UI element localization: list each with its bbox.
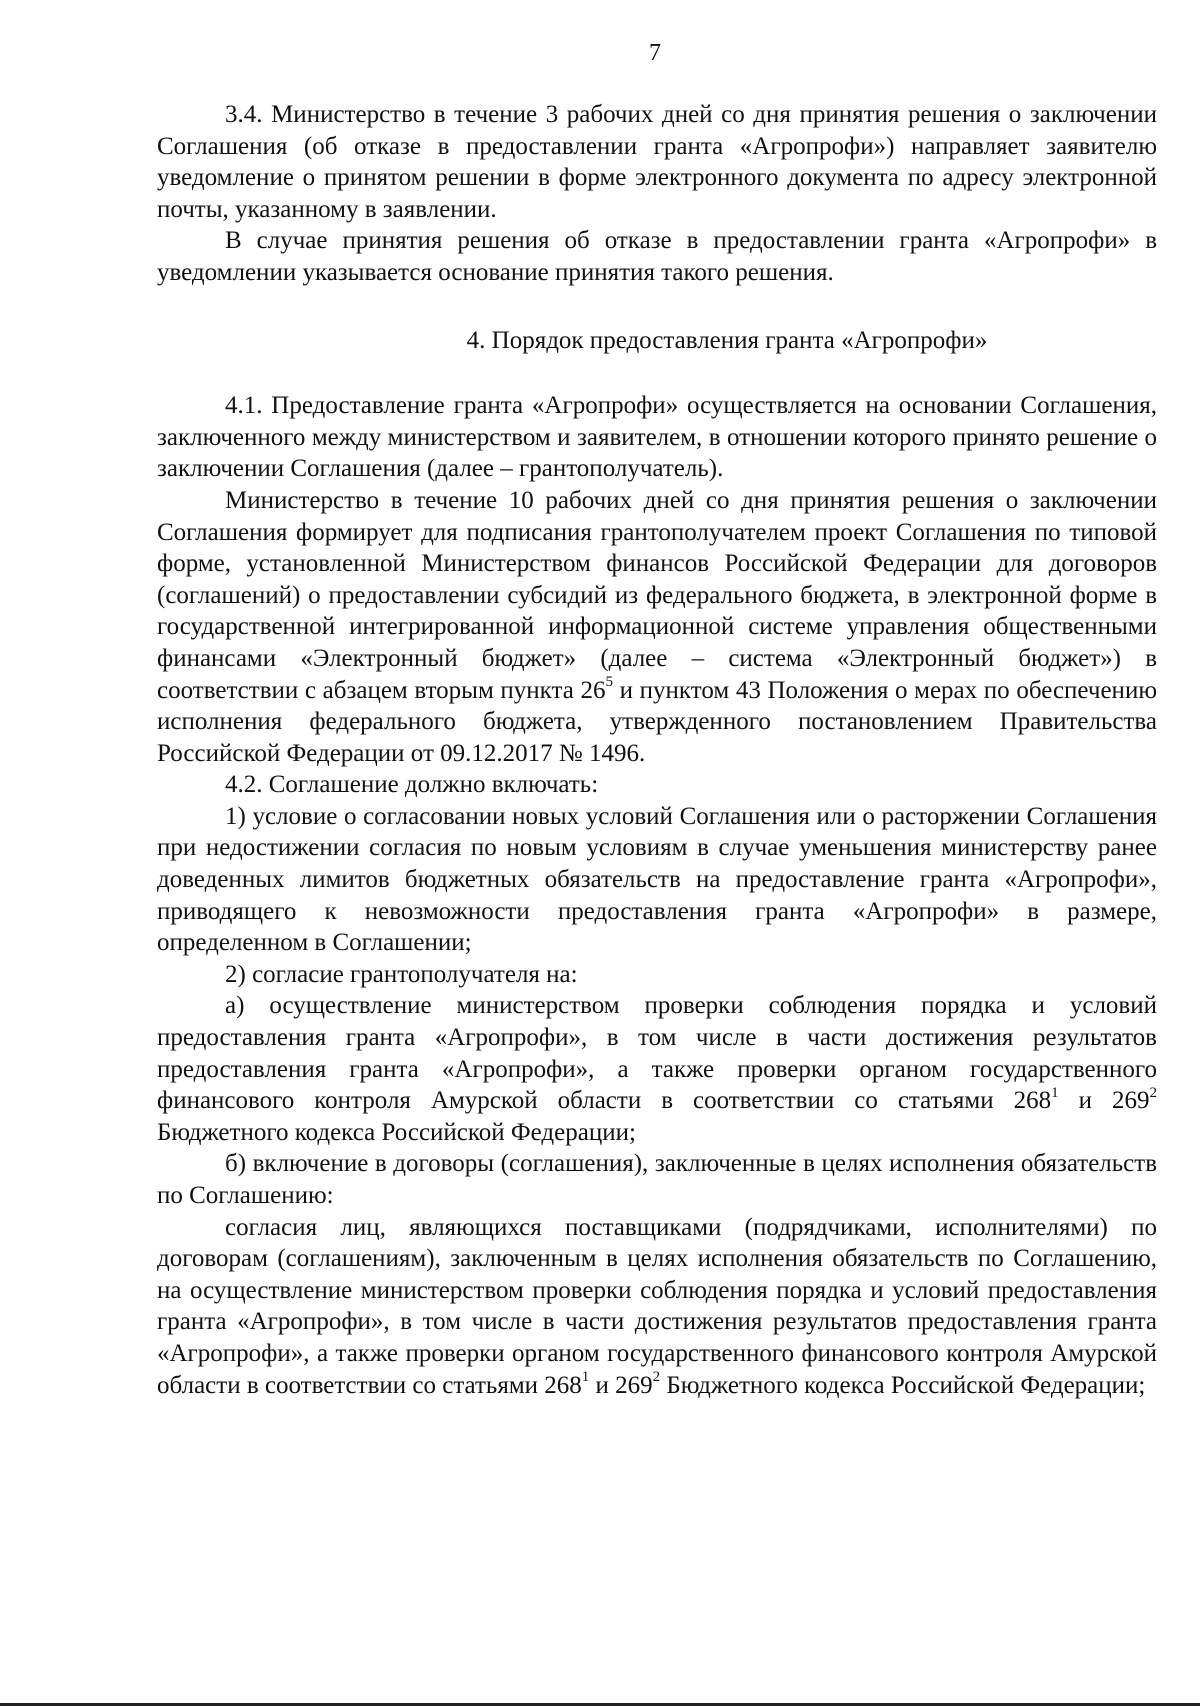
superscript: 1 xyxy=(1051,1084,1059,1101)
paragraph-text: а) осуществление министерством проверки соблюдения порядка и условий предоставления гранта «Агропрофи», в том числе в части достижения результатов предоставления гранта «Агропрофи», а также проверки органом государственного финансового контроля Амурской области в соответствии со статьями 268 xyxy=(157,992,1157,1115)
paragraph-item-2: 2) согласие грантополучателя на: xyxy=(225,960,578,988)
paragraph-text: и 269 xyxy=(589,1371,653,1399)
paragraph-ministry-draft xyxy=(157,485,1157,769)
superscript: 5 xyxy=(605,674,613,691)
paragraph-supplier-consent xyxy=(157,1212,1157,1402)
paragraph-4-2: 4.2. Соглашение должно включать: xyxy=(225,771,599,799)
paragraph-3-4: 3.4. Министерство в течение 3 рабочих дней со дня принятия решения о заключении Соглашения (об отказе в предоставлении гранта «Агропрофи») направляет заявителю уведомление о принятом решении в форме электронного документа по адресу электронной почты, указанному в заявлении. xyxy=(157,101,1157,223)
paragraph-text: согласия лиц, являющихся поставщиками (подрядчиками, исполнителями) по договорам (соглашениям), заключенным в целях исполнения обязательств по Соглашению, на осуществление министерством проверки соблюдения порядка и условий предоставления гранта «Агропрофи», в том числе в части достижения результатов предоставления гранта «Агропрофи», а также проверки органом государственного финансового контроля Амурской области в соответствии со статьями 268 xyxy=(157,1213,1157,1399)
paragraph-item-a xyxy=(157,990,1157,1148)
paragraph-4-1: 4.1. Предоставление гранта «Агропрофи» осуществляется на основании Соглашения, заключенного между министерством и заявителем, в отношении которого принято решение о заключении Соглашения (далее – грантополучатель). xyxy=(157,392,1157,483)
paragraph-item-b: б) включение в договоры (соглашения), заключенные в целях исполнения обязательств по Соглашению: xyxy=(157,1150,1157,1209)
paragraph-refusal-notice: В случае принятия решения об отказе в предоставлении гранта «Агропрофи» в уведомлении указывается основание принятия такого решения. xyxy=(157,227,1157,286)
paragraph-text: Бюджетного кодекса Российской Федерации; xyxy=(157,1118,636,1146)
document-body xyxy=(157,99,1157,1401)
paragraph-text: и пунктом 43 Положения о мерах по обеспечению исполнения федерального бюджета, утвержденного постановлением Правительства Российской Федерации от 09.12.2017 № 1496. xyxy=(157,676,1157,767)
paragraph-text: Бюджетного кодекса Российской Федерации; xyxy=(660,1371,1146,1399)
section-heading: 4. Порядок предоставления гранта «Агропрофи» xyxy=(466,326,988,354)
paragraph-text: Министерство в течение 10 рабочих дней со дня принятия решения о заключении Соглашения формирует для подписания грантополучателем проект Соглашения по типовой форме, установленной Министерством финансов Российской Федерации для договоров (соглашений) о предоставлении субсидий из федерального бюджета, в электронной форме в государственной интегрированной информационной системе управления общественными финансами «Электронный бюджет» (далее – система «Электронный бюджет») в соответствии с абзацем вторым пункта 26 xyxy=(157,486,1157,704)
superscript: 2 xyxy=(652,1369,661,1386)
page-number: 7 xyxy=(649,40,661,66)
superscript: 1 xyxy=(581,1369,590,1386)
paragraph-item-1: 1) условие о согласовании новых условий Соглашения или о расторжении Соглашения при недостижении согласия по новым условиям в случае уменьшения министерству ранее доведенных лимитов бюджетных обязательств на предоставление гранта «Агропрофи», приводящего к невозможности предоставления гранта «Агропрофи» в размере, определенном в Соглашении; xyxy=(157,802,1157,957)
superscript: 2 xyxy=(1149,1084,1157,1101)
paragraph-text: и 269 xyxy=(1058,1087,1150,1115)
